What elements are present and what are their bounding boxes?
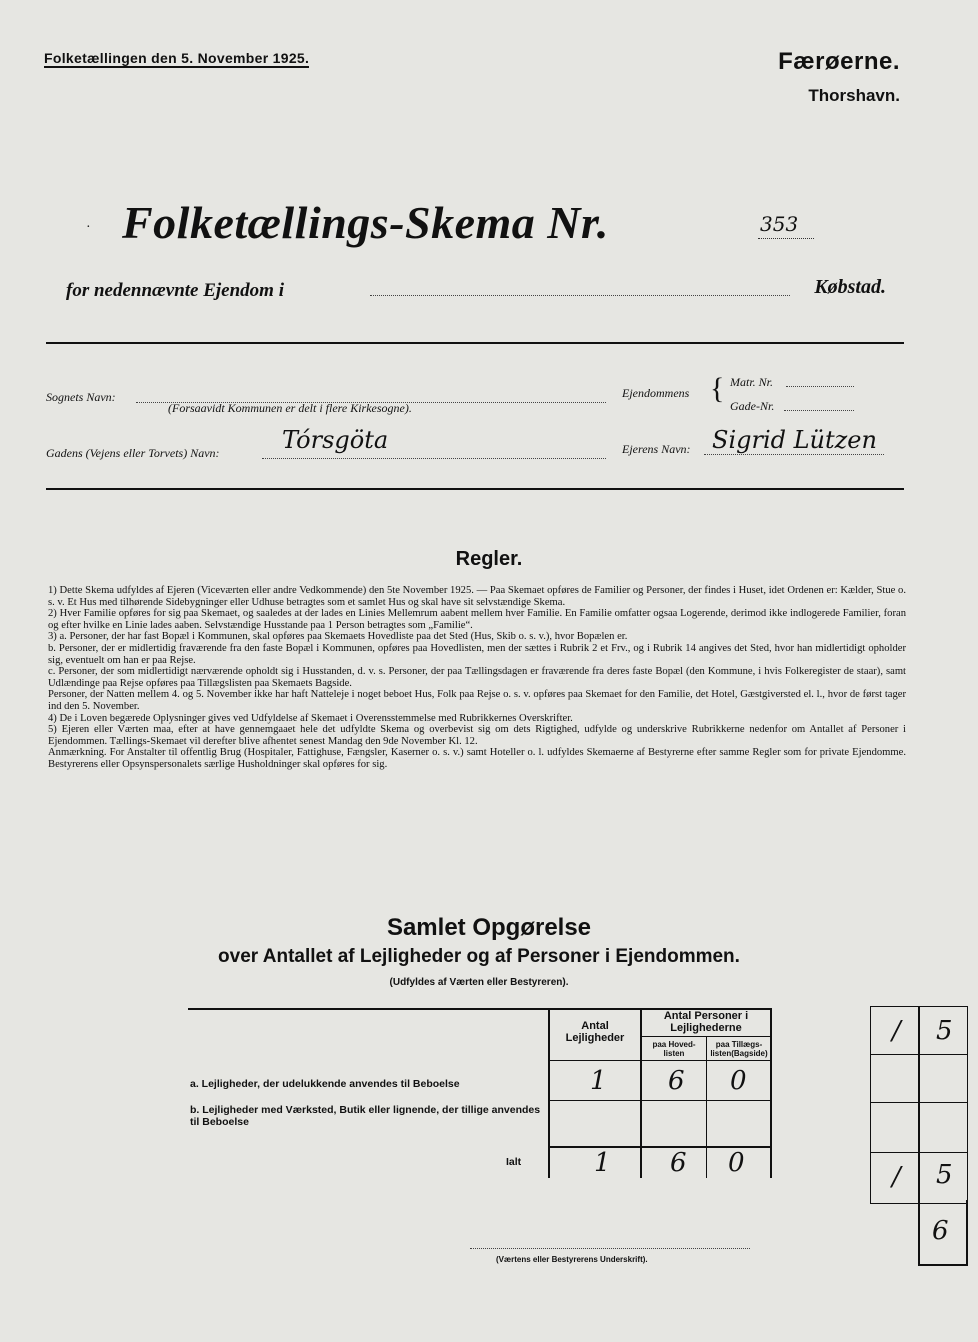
total-label: Ialt bbox=[506, 1156, 522, 1168]
form-number: 353 bbox=[760, 212, 799, 236]
table-vline bbox=[706, 1036, 707, 1178]
signature-field[interactable] bbox=[470, 1248, 750, 1249]
owner-field[interactable] bbox=[704, 454, 884, 455]
gade-nr-label: Gade-Nr. bbox=[730, 399, 775, 413]
side-r5c2: 6 bbox=[932, 1216, 949, 1246]
col-main-list-header: paa Hoved-listen bbox=[652, 1040, 696, 1058]
rule-paragraph: c. Personer, der som midlertidigt nærværende opholdt sig i Husstanden, d. v. s. Personer, der paa Tællingsdagen er fraværende fra deres faste Bopæl (den Kommune, i hvis Folkeregister de staar), samt Udlændinge paa Rejse opføres paa Tillægslisten paa Skemaets Bagside. bbox=[48, 666, 906, 689]
side-box-vline bbox=[918, 1006, 920, 1266]
street-field[interactable] bbox=[262, 458, 606, 459]
col-supp-list-header: paa Tillægs-listen(Bagside) bbox=[710, 1040, 768, 1058]
side-box-hline bbox=[870, 1152, 968, 1153]
sogn-label: Sognets Navn: bbox=[46, 390, 116, 404]
rules-text bbox=[48, 585, 906, 771]
divider-top bbox=[46, 342, 904, 344]
owner-value: Sigrid Lützen bbox=[712, 426, 877, 454]
matr-field[interactable] bbox=[786, 386, 854, 387]
street-label: Gadens (Vejens eller Torvets) Navn: bbox=[46, 446, 220, 460]
divider-mid bbox=[46, 488, 904, 490]
rule-paragraph: b. Personer, der er midlertidig fraværende fra den faste Bopæl i Kommunen, opføres paa Hovedlisten, men der sættes i Rubrik 2 et Frv., og i Rubrik 14 angives det Sted, hvor han midlertidigt opholder sig, eventuelt om han er paa Rejse. bbox=[48, 642, 906, 666]
table-hline bbox=[548, 1100, 772, 1101]
rule-paragraph: Personer, der Natten mellem 4. og 5. November ikke har haft Natteleje i noget beboet Hus, Folk paa Rejse o. s. v. opføres paa Skemaet for den Familie, det Hotel, Gæstgiversted el. l., hvor de først tager ind den 5. November. bbox=[48, 689, 906, 712]
side-box-vline bbox=[966, 1200, 968, 1266]
matr-label: Matr. Nr. bbox=[730, 375, 774, 389]
row-a-supp: 0 bbox=[730, 1066, 747, 1096]
total-main: 6 bbox=[670, 1148, 687, 1178]
rules-title: Regler. bbox=[455, 548, 523, 570]
side-box-hline bbox=[870, 1102, 968, 1103]
side-box-hline bbox=[918, 1264, 968, 1266]
form-number-line bbox=[758, 238, 814, 239]
bracket: { bbox=[710, 372, 725, 405]
table-vline bbox=[640, 1008, 642, 1178]
form-title: Folketællings-Skema Nr. bbox=[122, 197, 609, 248]
side-r4c2: 5 bbox=[936, 1160, 953, 1190]
gade-nr-field[interactable] bbox=[784, 410, 854, 411]
street-value: Tórsgöta bbox=[282, 426, 389, 454]
table-hline bbox=[640, 1036, 772, 1037]
col-apartments-header: Antal Lejligheder bbox=[565, 1020, 625, 1044]
summary-title: Samlet Opgørelse bbox=[386, 914, 592, 941]
rule-paragraph: 1) Dette Skema udfyldes af Ejeren (Viceværten eller andre Vedkommende) den 5te November 1925. — Paa Skemaet opføres de Familier og Personer, der findes i Huset, idet Ordenen er: Kælder, Stue o. s. v. Et Hus med tilhørende Sidebygninger eller Udhuse betragtes som et samlet Hus og skal have sit selvstændige Skema. bbox=[48, 585, 906, 608]
region-name: Færøerne. bbox=[778, 48, 900, 75]
total-supp: 0 bbox=[728, 1148, 745, 1178]
owner-label: Ejerens Navn: bbox=[622, 442, 691, 456]
signature-label: (Værtens eller Bestyrerens Underskrift). bbox=[496, 1255, 648, 1264]
row-b-label: b. Lejligheder med Værksted, Butik eller lignende, der tillige anvendes til Beboelse bbox=[190, 1104, 541, 1128]
side-box-hline bbox=[870, 1054, 968, 1055]
town-name: Thorshavn. bbox=[808, 86, 900, 105]
rule-paragraph: Anmærkning. For Anstalter til offentlig Brug (Hospitaler, Fattighuse, Fængsler, Kaserner o. s. v.) samt Hoteller o. l. udfyldes Skemaerne af Bestyrerne efter samme Regler som for private Ejendomme. Bestyrerens eller Opsynspersonalets særlige Husholdninger skal opføres for sig. bbox=[48, 747, 906, 770]
col-persons-header: Antal Personer i Lejlighederne bbox=[663, 1010, 749, 1034]
summary-note: (Udfyldes af Værten eller Bestyreren). bbox=[389, 977, 569, 988]
rule-paragraph: 3) a. Personer, der har fast Bopæl i Kommunen, skal opføres paa Skemaets Hovedliste paa det Sted (Hus, Skib o. s. v.), hvor Bopælen er. bbox=[48, 631, 628, 643]
subtitle-fill-line bbox=[370, 295, 790, 296]
census-date: Folketællingen den 5. November 1925. bbox=[44, 50, 310, 66]
row-a-apartments: 1 bbox=[590, 1066, 607, 1096]
table-hline bbox=[548, 1060, 772, 1061]
total-apartments: 1 bbox=[594, 1148, 611, 1178]
ejendom-label: Ejendommens bbox=[622, 386, 690, 400]
side-r1c1: / bbox=[892, 1016, 901, 1046]
summary-subtitle: over Antallet af Lejligheder og af Personer i Ejendommen. bbox=[218, 946, 740, 967]
table-vline bbox=[770, 1008, 772, 1178]
sogn-note: (Forsaavidt Kommunen er delt i flere Kirkesogne). bbox=[168, 401, 412, 415]
kobstad-label: Købstad. bbox=[814, 276, 886, 298]
row-a-main: 6 bbox=[668, 1066, 685, 1096]
dot-mark: · bbox=[86, 220, 91, 235]
rule-paragraph: 2) Hver Familie opføres for sig paa Skemaet, og saaledes at der lades en Linies Mellemrum aabent mellem hver Familie. En Familie omfatter ogsaa Logerende, derimod ikke indlogerede Familier, foran og efter hvilke en Linie lades aaben. Selvstændige Husstande paa 1 Person betragtes som „Familie“. bbox=[48, 608, 906, 631]
side-r1c2: 5 bbox=[936, 1016, 953, 1046]
side-r4c1: / bbox=[892, 1162, 901, 1192]
rule-paragraph: 5) Ejeren eller Værten maa, efter at have gennemgaaet hele det udfyldte Skema og overbevist sig om dets Rigtighed, udfylde og underskrive Rubrikkerne nedenfor om Antallet af Personer i Ejendommen. Tællings-Skemaet vil derefter blive afhentet senest Mandag den 9de November Kl. 12. bbox=[48, 724, 906, 747]
table-vline bbox=[548, 1008, 550, 1178]
row-a-label: a. Lejligheder, der udelukkende anvendes til Beboelse bbox=[190, 1078, 460, 1090]
rule-paragraph: 4) De i Loven begærede Oplysninger gives ved Udfyldelse af Skemaet i Overensstemmelse med Rubrikkernes Overskrifter. bbox=[48, 712, 573, 724]
form-subtitle: for nedennævnte Ejendom i bbox=[66, 280, 284, 301]
